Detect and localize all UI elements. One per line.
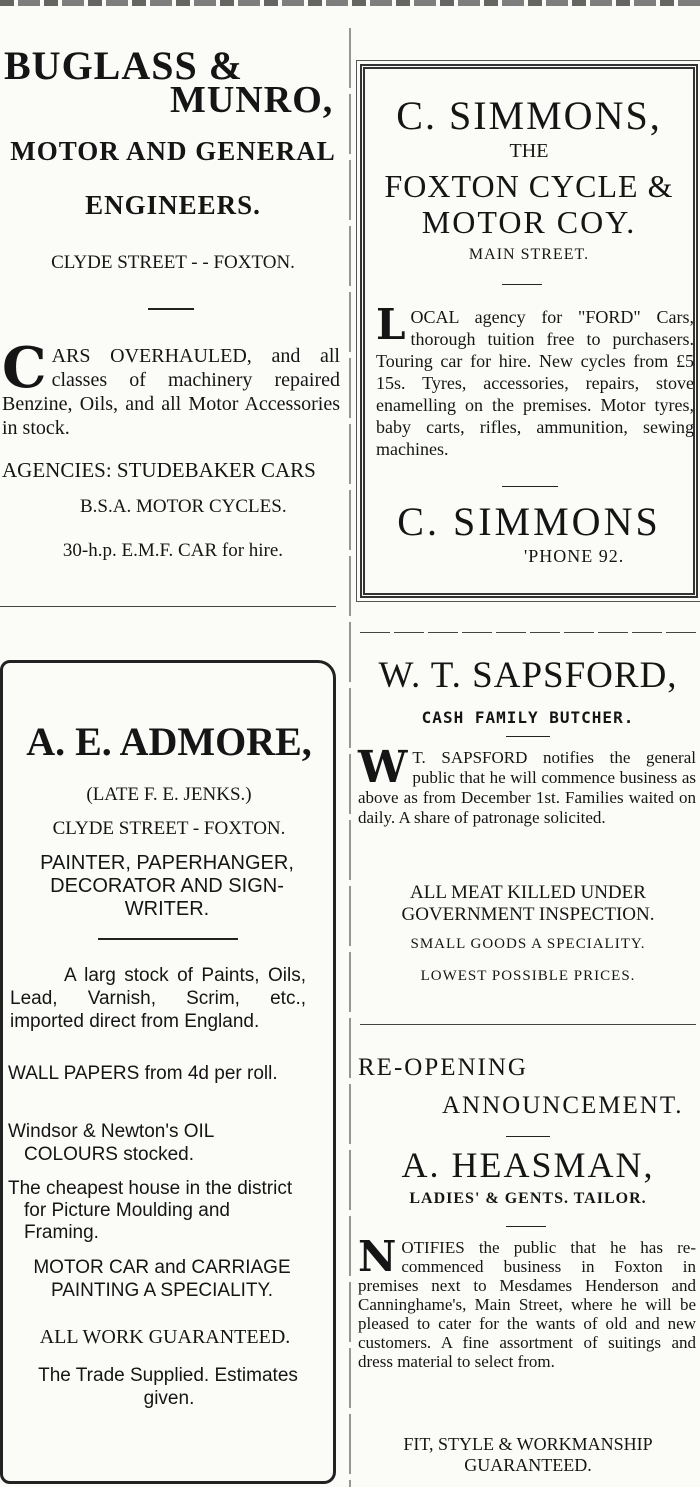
simmons-name: C. SIMMONS,: [396, 93, 662, 138]
simmons-company-1: FOXTON CYCLE &: [384, 168, 674, 204]
right-section-rule-1: [360, 632, 696, 633]
buglass-subtitle-2: ENGINEERS.: [85, 190, 261, 220]
simmons-street: MAIN STREET.: [468, 246, 590, 263]
heasman-fit: FIT, STYLE & WORKMANSHIP GUARANTEED.: [403, 1434, 653, 1475]
admore-trades: PAINTER, PAPERHANGER, DECORATOR AND SIGN-WRITER.: [40, 852, 294, 920]
admore-address: CLYDE STREET - FOXTON.: [52, 818, 286, 839]
sapsford-dropcap: W: [358, 742, 408, 793]
buglass-body: [2, 335, 340, 440]
heasman-announcement: ANNOUNCEMENT.: [442, 1092, 684, 1119]
admore-name: A. E. ADMORE,: [26, 719, 312, 764]
admore-windsor: Windsor & Newton's OIL COLOURS stocked.: [8, 1121, 214, 1165]
top-border-rule: [0, 0, 700, 6]
admore-motor: MOTOR CAR and CARRIAGE PAINTING A SPECIALITY.: [33, 1257, 291, 1301]
sapsford-trade: CASH FAMILY BUTCHER.: [421, 708, 635, 727]
heasman-body: [358, 1232, 696, 1371]
simmons-signature: C. SIMMONS: [397, 499, 661, 544]
sapsford-small-goods: SMALL GOODS A SPECIALITY.: [410, 936, 646, 952]
buglass-name-line1: BUGLASS &: [4, 43, 244, 88]
sapsford-divider: [506, 736, 550, 737]
sapsford-body: [358, 742, 696, 828]
buglass-dropcap: C: [2, 335, 47, 401]
simmons-body: [376, 300, 694, 460]
sapsford-prices: LOWEST POSSIBLE PRICES.: [420, 968, 636, 984]
simmons-phone: 'PHONE 92.: [524, 546, 625, 566]
heasman-dropcap: N: [358, 1232, 397, 1281]
admore-divider: [98, 938, 238, 940]
buglass-agencies: AGENCIES: STUDEBAKER CARS: [2, 458, 316, 482]
simmons-body-text: OCAL agency for "FORD" Cars, thorough tuition free to purchasers. Touring car for hire. New cycles from £5 15s. Tyres, accessories, repairs, stove enamelling on the premises. Motor tyres, baby carts, rifles, ammunition, sewing machines.: [376, 307, 694, 459]
admore-stock: A larg stock of Paints, Oils, Lead, Varnish, Scrim, etc., imported direct from England.: [10, 965, 306, 1032]
buglass-agencies-2: B.S.A. MOTOR CYCLES.: [80, 496, 287, 517]
admore-late: (LATE F. E. JENKS.): [86, 784, 252, 805]
heasman-trade: LADIES' & GENTS. TAILOR.: [409, 1190, 647, 1207]
buglass-hire: 30-h.p. E.M.F. CAR for hire.: [62, 540, 284, 561]
heasman-body-text: OTIFIES the public that he has re-commenced business in Foxton in premises next to Mesdames Henderson and Canninghame's, Main Street, where he will be pleased to cater for the wants of old and new customers. A fine assortment of suitings and dress material to select from.: [358, 1238, 696, 1371]
sapsford-name: W. T. SAPSFORD,: [378, 655, 678, 696]
buglass-body-text: ARS OVERHAULED, and all classes of machinery repaired Benzine, Oils, and all Motor Accessories in stock.: [2, 345, 340, 439]
admore-trade: The Trade Supplied. Estimates given.: [38, 1365, 298, 1409]
admore-cheapest: The cheapest house in the district for Picture Moulding and Framing.: [8, 1178, 293, 1243]
heasman-name: A. HEASMAN,: [401, 1145, 655, 1185]
simmons-the: THE: [509, 140, 549, 162]
admore-wallpapers: WALL PAPERS from 4d per roll.: [8, 1063, 278, 1084]
simmons-divider-2: [502, 486, 558, 487]
buglass-divider: [148, 308, 194, 310]
simmons-divider: [502, 284, 542, 285]
admore-guaranteed: ALL WORK GUARANTEED.: [39, 1326, 291, 1348]
sapsford-body-text: T. SAPSFORD notifies the general public that he will commence business as above as from December 1st. Families waited on daily. A share of patronage solicited.: [358, 748, 696, 827]
buglass-name-line2: MUNRO,: [170, 79, 334, 121]
column-divider: [349, 28, 351, 1487]
buglass-subtitle-1: MOTOR AND GENERAL: [10, 136, 336, 166]
left-section-rule: [0, 606, 336, 607]
simmons-dropcap: L: [376, 300, 406, 349]
right-section-rule-2: [360, 1024, 696, 1025]
heasman-divider: [506, 1136, 550, 1137]
buglass-address: CLYDE STREET - - FOXTON.: [51, 252, 295, 273]
sapsford-meat: ALL MEAT KILLED UNDER GOVERNMENT INSPECTION.: [401, 882, 655, 925]
heasman-divider-2: [506, 1226, 546, 1227]
simmons-company-2: MOTOR COY.: [421, 204, 637, 240]
heasman-reopening: RE-OPENING: [358, 1054, 528, 1081]
